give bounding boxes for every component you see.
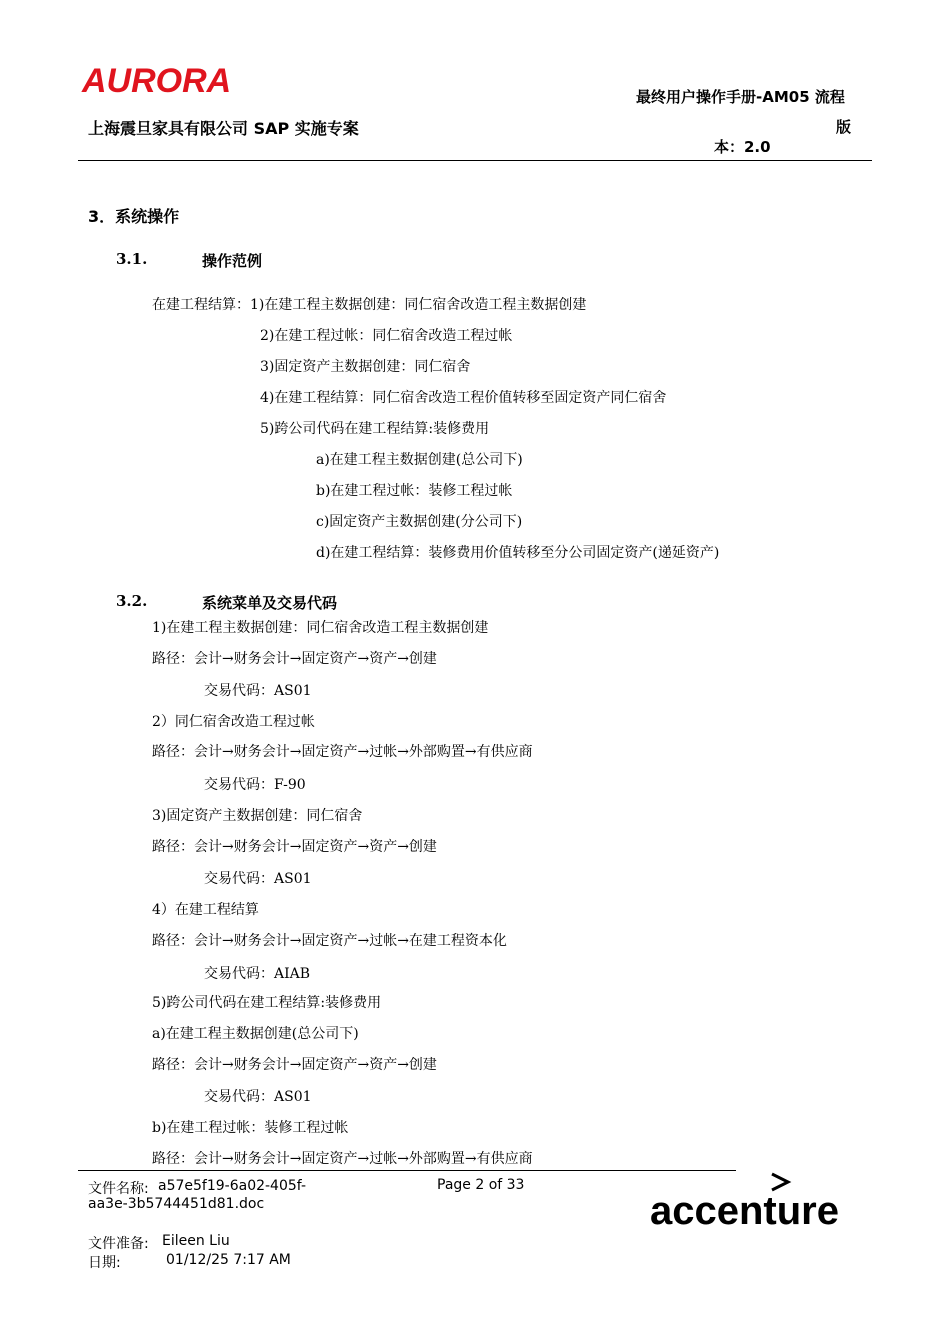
date-label: 日期:	[88, 1255, 121, 1271]
menu-item-title: 5)跨公司代码在建工程结算:装修费用	[152, 995, 382, 1011]
menu-path: 路径：会计→财务会计→固定资产→资产→创建	[152, 839, 437, 855]
filename-value: a57e5f19-6a02-405f-	[158, 1178, 306, 1194]
transaction-code: 交易代码：F-90	[204, 777, 306, 793]
subsection-number: 3.2.	[116, 592, 148, 610]
transaction-code: 交易代码：AIAB	[204, 966, 311, 982]
menu-item-title: 2）同仁宿舍改造工程过帐	[152, 714, 315, 730]
accenture-logo-text: accenture	[650, 1189, 839, 1233]
company-name: 上海震旦家具有限公司 SAP 实施专案	[88, 119, 359, 138]
manual-title-cont: 版	[836, 118, 852, 136]
menu-path: 路径：会计→财务会计→固定资产→过帐→外部购置→有供应商	[152, 744, 533, 760]
menu-path: 路径：会计→财务会计→固定资产→过帐→外部购置→有供应商	[152, 1151, 533, 1167]
menu-path: 路径：会计→财务会计→固定资产→资产→创建	[152, 1057, 437, 1073]
date-value: 01/12/25 7:17 AM	[166, 1252, 291, 1268]
subsection-title: 系统菜单及交易代码	[202, 594, 338, 612]
example-line: 5)跨公司代码在建工程结算:装修费用	[260, 421, 490, 437]
example-subline: a)在建工程主数据创建(总公司下)	[316, 452, 523, 468]
accenture-chevron-icon	[772, 1174, 788, 1190]
section-heading: 3．系统操作	[88, 207, 180, 226]
example-subline: c)固定资产主数据创建(分公司下)	[316, 514, 523, 530]
example-line: 3)固定资产主数据创建：同仁宿舍	[260, 359, 471, 375]
manual-title: 最终用户操作手册-AM05 流程	[636, 88, 845, 106]
aurora-logo	[82, 60, 232, 100]
transaction-code: 交易代码：AS01	[204, 683, 312, 699]
page-number: Page 2 of 33	[437, 1177, 525, 1193]
transaction-code: 交易代码：AS01	[204, 1089, 312, 1105]
example-subline: b)在建工程过帐：装修工程过帐	[316, 483, 513, 499]
subsection-number: 3.1.	[116, 250, 148, 268]
filename-value-cont: aa3e-3b5744451d81.doc	[88, 1196, 265, 1212]
manual-version: 本：2.0	[714, 138, 771, 156]
accenture-logo	[644, 1170, 844, 1234]
example-line: 2)在建工程过帐：同仁宿舍改造工程过帐	[260, 328, 513, 344]
prepared-by-label: 文件准备:	[88, 1236, 149, 1252]
filename-label: 文件名称:	[88, 1181, 149, 1197]
example-line: 4)在建工程结算：同仁宿舍改造工程价值转移至固定资产同仁宿舍	[260, 390, 667, 406]
menu-path: 路径：会计→财务会计→固定资产→过帐→在建工程资本化	[152, 933, 507, 949]
footer-divider	[78, 1170, 736, 1171]
header-divider	[78, 160, 872, 161]
example-line: 在建工程结算：1)在建工程主数据创建：同仁宿舍改造工程主数据创建	[152, 297, 587, 313]
transaction-code: 交易代码：AS01	[204, 871, 312, 887]
example-subline: d)在建工程结算：装修费用价值转移至分公司固定资产(递延资产)	[316, 545, 720, 561]
menu-item-subtitle: b)在建工程过帐：装修工程过帐	[152, 1120, 349, 1136]
menu-item-title: 4）在建工程结算	[152, 902, 259, 918]
prepared-by-value: Eileen Liu	[162, 1233, 230, 1249]
menu-item-title: 3)固定资产主数据创建：同仁宿舍	[152, 808, 363, 824]
aurora-logo-text: AURORA	[82, 62, 232, 100]
subsection-title: 操作范例	[202, 252, 263, 270]
menu-item-subtitle: a)在建工程主数据创建(总公司下)	[152, 1026, 359, 1042]
menu-item-title: 1)在建工程主数据创建：同仁宿舍改造工程主数据创建	[152, 620, 489, 636]
menu-path: 路径：会计→财务会计→固定资产→资产→创建	[152, 651, 437, 667]
